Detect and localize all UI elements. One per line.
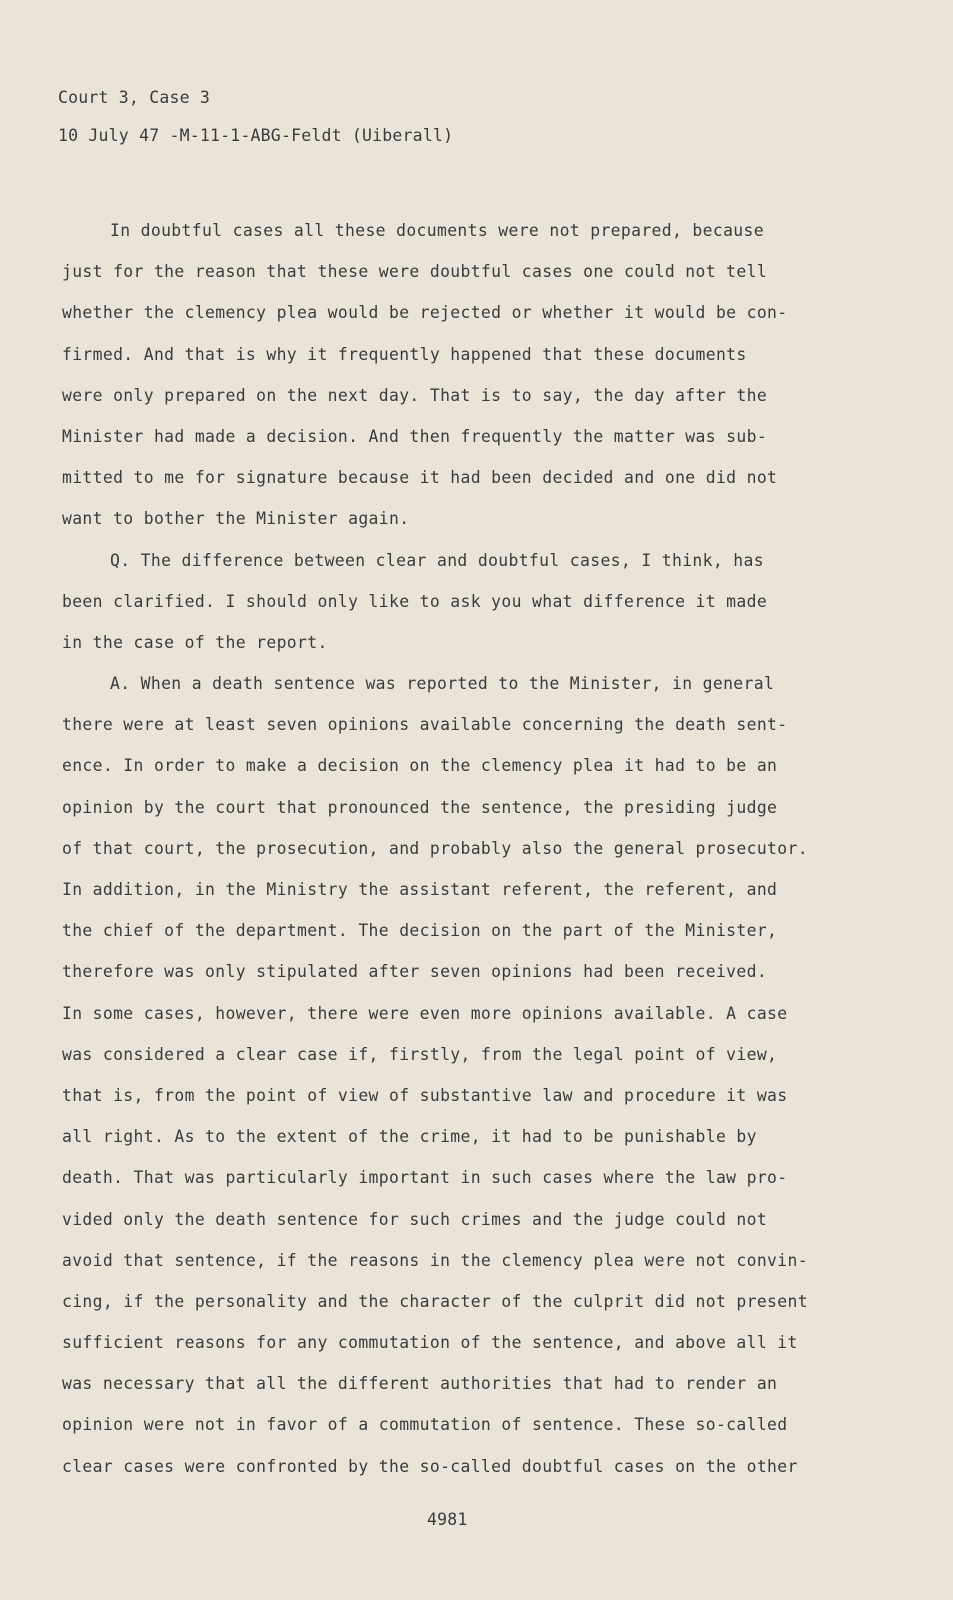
court-case-line: Court 3, Case 3 bbox=[58, 88, 211, 107]
text-line: there were at least seven opinions available concerning the death sent- bbox=[62, 715, 788, 735]
text-line: mitted to me for signature because it had been decided and one did not bbox=[62, 468, 778, 488]
text-line: of that court, the prosecution, and probably also the general prosecutor. bbox=[62, 838, 808, 858]
text-line: avoid that sentence, if the reasons in the clemency plea were not convin- bbox=[62, 1250, 808, 1270]
text-line: sufficient reasons for any commutation of the sentence, and above all it bbox=[62, 1333, 798, 1353]
text-line: In addition, in the Ministry the assistant referent, the referent, and bbox=[62, 880, 778, 899]
document-header bbox=[58, 90, 453, 166]
text-line: therefore was only stipulated after seven opinions had been received. bbox=[62, 962, 768, 982]
text-line: that is, from the point of view of substantive law and procedure it was bbox=[62, 1085, 788, 1105]
text-line: opinion by the court that pronounced the sentence, the presiding judge bbox=[62, 797, 778, 817]
text-line: been clarified. I should only like to ask you what difference it made bbox=[62, 591, 768, 611]
text-line: firmed. And that is why it frequently happened that these documents bbox=[62, 344, 747, 364]
transcript-body bbox=[62, 210, 822, 1487]
page-number: 4981 bbox=[427, 1510, 468, 1529]
date-reference-line: 10 July 47 -M-11-1-ABG-Feldt (Uiberall) bbox=[58, 126, 454, 145]
text-line: cing, if the personality and the character of the culprit did not present bbox=[62, 1291, 808, 1311]
text-line: want to bother the Minister again. bbox=[62, 509, 410, 529]
text-line: was necessary that all the different authorities that had to render an bbox=[62, 1374, 778, 1394]
text-line: was considered a clear case if, firstly, from the legal point of view, bbox=[62, 1044, 778, 1064]
text-line: opinion were not in favor of a commutation of sentence. These so-called bbox=[62, 1415, 788, 1435]
text-line: Minister had made a decision. And then frequently the matter was sub- bbox=[62, 426, 768, 446]
text-line: vided only the death sentence for such crimes and the judge could not bbox=[62, 1209, 768, 1229]
text-line: the chief of the department. The decision on the part of the Minister, bbox=[62, 921, 778, 941]
question-line: Q. The difference between clear and doubtful cases, I think, has bbox=[110, 550, 764, 570]
text-line: just for the reason that these were doubtful cases one could not tell bbox=[62, 262, 768, 282]
text-line: in the case of the report. bbox=[62, 632, 328, 652]
text-line: death. That was particularly important in such cases where the law pro- bbox=[62, 1168, 788, 1188]
text-line: In some cases, however, there were even more opinions available. A case bbox=[62, 1003, 788, 1023]
text-line: all right. As to the extent of the crime, it had to be punishable by bbox=[62, 1127, 757, 1147]
text-line: were only prepared on the next day. That is to say, the day after the bbox=[62, 385, 768, 405]
answer-line: A. When a death sentence was reported to the Minister, in general bbox=[110, 674, 775, 694]
text-line: clear cases were confronted by the so-called doubtful cases on the other bbox=[62, 1456, 798, 1476]
text-line: whether the clemency plea would be rejected or whether it would be con- bbox=[62, 303, 788, 323]
text-line: ence. In order to make a decision on the clemency plea it had to be an bbox=[62, 756, 778, 776]
text-line: In doubtful cases all these documents were not prepared, because bbox=[110, 221, 764, 240]
